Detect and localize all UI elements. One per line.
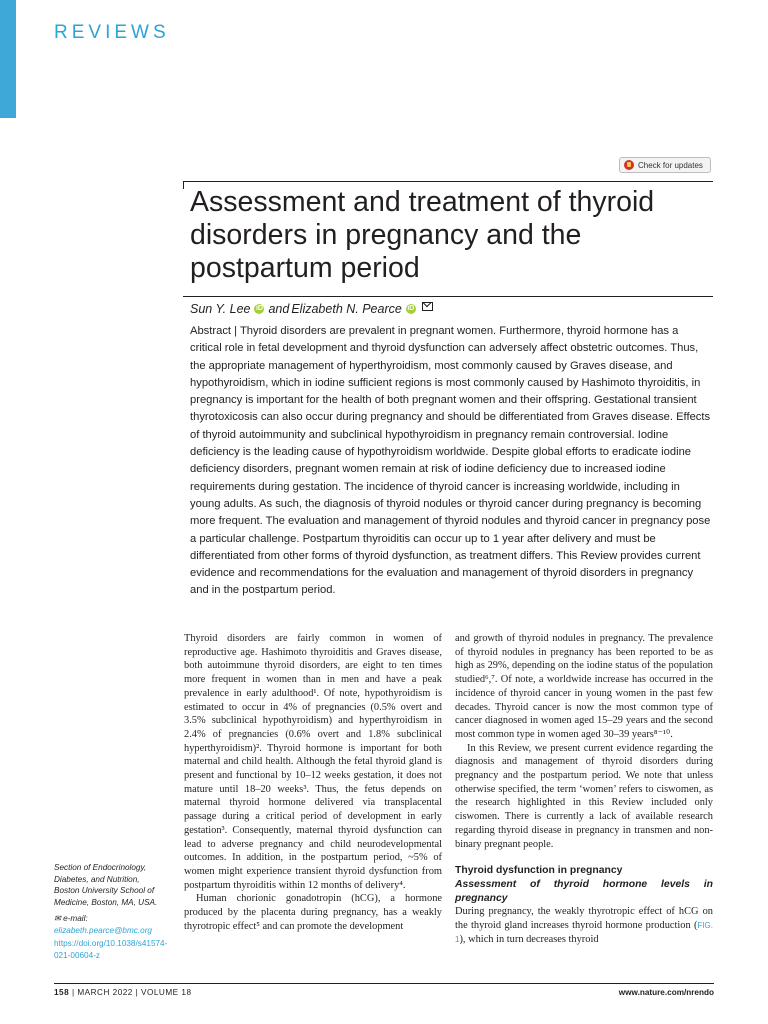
doi-link[interactable]: https://doi.org/10.1038/s41574-021-00604-z <box>54 939 168 960</box>
check-for-updates-label: Check for updates <box>638 160 703 170</box>
check-for-updates-button[interactable] <box>619 157 711 173</box>
section-label: REVIEWS <box>54 22 170 43</box>
body-paragraph: Human chorionic gonadotropin (hCG), a hormone produced by the placenta during pregnancy, has a weakly thyrotropic effect⁵ and can promote the development <box>184 893 442 932</box>
body-paragraph: and growth of thyroid nodules in pregnancy. The prevalence of thyroid nodules in pregnancy has been reported to be as high as 29%, depending on the iodine status of the population studied⁶,⁷. Of note, a worldwide increase has occurred in the incidence of thyroid cancer in young women in the past few decades. Thyroid cancer is now the most common type of cancer diagnosed in women aged 15–29 years and the second most common type in women aged 30–39 years⁸⁻¹⁰. <box>455 633 713 740</box>
envelope-icon[interactable] <box>422 302 433 311</box>
body-paragraph <box>455 905 713 946</box>
author-1[interactable]: Sun Y. Lee <box>190 302 251 316</box>
email-line <box>54 913 166 936</box>
body-column-1 <box>184 632 442 933</box>
affiliation-text: Section of Endocrinology, Diabetes, and Nutrition, Boston University School of Medicine, Boston, MA, USA. <box>54 863 158 907</box>
journal-url[interactable]: www.nature.com/nrendo <box>618 988 714 997</box>
authors-rule <box>183 296 713 297</box>
abstract: Abstract | Thyroid disorders are prevalent in pregnant women. Furthermore, thyroid hormone has a critical role in fetal development and thyroid dysfunction can adversely affect obstetric outcomes. Thus, the appropriate management of hyperthyroidism, most commonly caused by Graves disease, and hypothyroidism, which in iodine sufficient regions is most commonly caused by Hashimoto thyroiditis, in pregnancy is important for the health of both pregnant women and their offspring. Gestational transient thyrotoxicosis can also occur during pregnancy and should be differentiated from Graves disease. Effects of thyroid autoimmunity and subclinical hypothyroidism in pregnancy remain controversial. Iodine deficiency is the leading cause of hypothyroidism worldwide. Despite global efforts to eradicate iodine deficiency disorders, pregnant women remain at risk of iodine deficiency due to increased iodine requirements during gestation. The incidence of thyroid cancer is increasing worldwide, including in young adults. As such, the diagnosis of thyroid nodules or thyroid cancer during pregnancy is becoming more frequent. The evaluation and management of thyroid nodules and thyroid cancer in pregnancy pose a particular challenge. Postpartum thyroiditis can occur up to 1 year after delivery and must be differentiated from other forms of thyroid dysfunction, as treatment differs. This Review provides current evidence and recommendations for the evaluation and management of thyroid disorders in pregnancy and in the postpartum period. <box>190 325 711 597</box>
title-rule <box>183 181 713 182</box>
author-line <box>190 302 433 316</box>
body-text: ), which in turn decreases thyroid <box>459 933 599 945</box>
envelope-icon: ✉ <box>54 914 61 923</box>
figure-link[interactable]: FIG. 1 <box>455 921 713 944</box>
footer-page-info <box>54 988 192 997</box>
body-column-2 <box>455 632 713 946</box>
subsection-heading: Assessment of thyroid hormone levels in pregnancy <box>455 878 713 904</box>
email-link[interactable]: elizabeth.pearce@bmc.org <box>54 925 152 935</box>
article-title: Assessment and treatment of thyroid disorders in pregnancy and the postpartum period <box>190 186 655 284</box>
body-paragraph: Thyroid disorders are fairly common in women of reproductive age. Hashimoto thyroiditis and Graves disease, both autoimmune thyroid disorders, are eight to ten times more frequent in women than in men and have a peak prevalence in early adulthood¹. Of note, hypothyroidism is estimated to occur in 4% of pregnancies (0.5% overt and 3.5% subclinical hypothyroidism) and hyperthyroidism in 2.4% of pregnancies (0.6% overt and 1.8% subclinical hyperthyroidism)². Thyroid hormone is important for both maternal and child health. Although the fetal thyroid gland is present and functional by 10–12 weeks gestation, it does not mature until 18–20 weeks³. Thus, the fetus depends on maternal thyroid hormone delivered via transplacental passage during a critical period of development in early gestation³. Consequently, maternal thyroid dysfunction can lead to adverse pregnancy and child neurodevelopmental outcomes. In addition, in the postpartum period, ~5% of women might experience transient thyroid dysfunction from postpartum thyroiditis within 12 months of delivery⁴. <box>184 633 442 891</box>
page-number: 158 <box>54 988 70 997</box>
email-label: e-mail: <box>63 914 88 923</box>
section-color-bar <box>0 0 16 118</box>
orcid-icon[interactable]: iD <box>255 305 263 312</box>
author-2[interactable]: Elizabeth N. Pearce <box>291 302 402 316</box>
crossmark-icon <box>624 160 634 170</box>
section-heading: Thyroid dysfunction in pregnancy <box>455 865 623 877</box>
issue-info: | MARCH 2022 | VOLUME 18 <box>71 988 192 997</box>
footer-rule <box>54 983 714 984</box>
title-rule-corner <box>183 181 184 189</box>
affiliation-block <box>54 862 166 961</box>
body-text: During pregnancy, the weakly thyrotropic effect of hCG on the thyroid gland increases thyroid hormone production ( <box>455 906 713 932</box>
body-paragraph: In this Review, we present current evidence regarding the diagnosis and management of thyroid disorders during pregnancy and the postpartum period. We note that unless otherwise specified, the term ‘women’ refers to ciswomen, as the research highlighted in this Review included only ciswomen. There is currently a lack of available research regarding thyroid disease in pregnancy in transmen and non-binary pregnant people. <box>455 742 713 850</box>
author-separator: and <box>268 302 290 316</box>
orcid-icon[interactable]: iD <box>407 305 415 312</box>
